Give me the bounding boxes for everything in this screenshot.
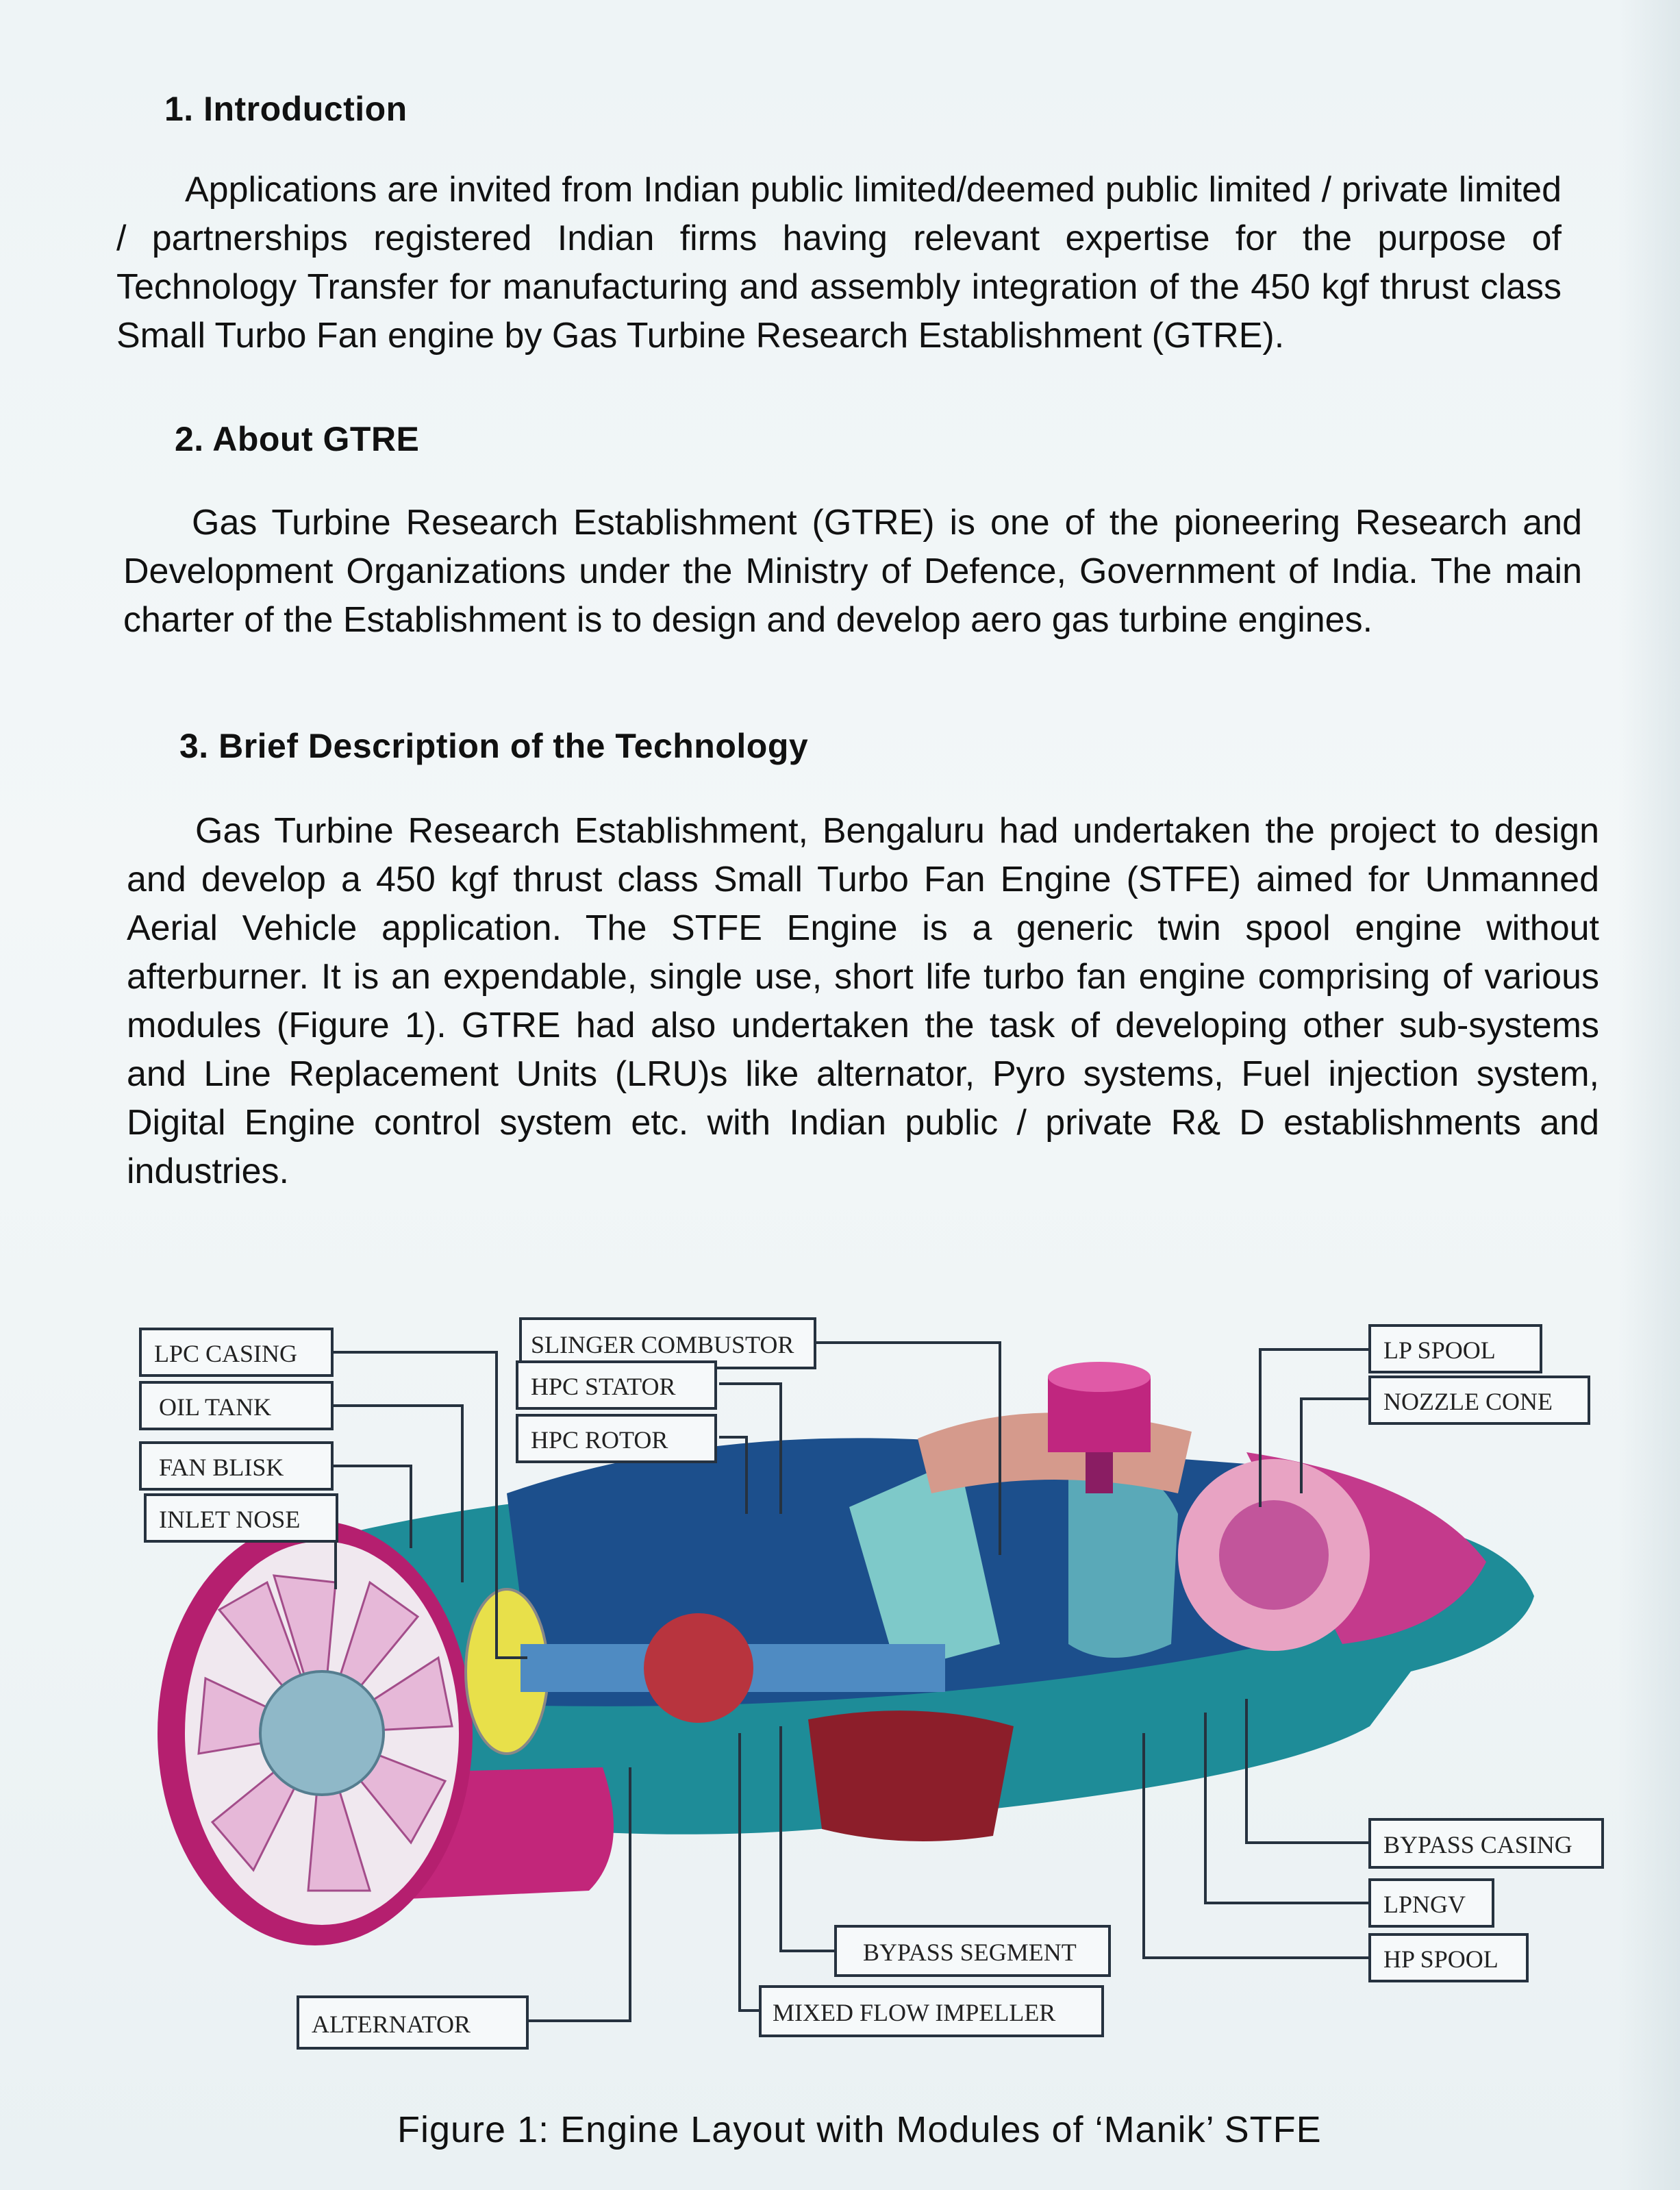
svg-text:MIXED FLOW IMPELLER: MIXED FLOW IMPELLER [773, 1999, 1056, 2026]
engine-layout-figure [110, 1288, 1630, 2076]
label-bypass-segment [836, 1926, 1109, 1976]
section-heading-technology: 3. Brief Description of the Technology [179, 727, 809, 765]
label-mixed-flow-impeller [760, 1987, 1103, 2036]
label-bypass-casing [1370, 1819, 1603, 1867]
svg-text:OIL TANK: OIL TANK [159, 1393, 272, 1421]
label-hpc-stator [517, 1362, 716, 1408]
label-inlet-nose [145, 1495, 337, 1541]
svg-text:NOZZLE CONE: NOZZLE CONE [1383, 1388, 1553, 1415]
section-paragraph-introduction: Applications are invited from Indian public limited/deemed public limited / private limited / partnerships registered Indian firms having relevant expertise for the purpose of Technology Transfer for manufacturing and assembly integration of the 450 kgf thrust class Small Turbo Fan engine by Gas Turbine Research Establishment (GTRE). [116, 170, 1562, 356]
svg-text:HPC ROTOR: HPC ROTOR [531, 1426, 668, 1454]
label-hpc-rotor [517, 1415, 716, 1462]
section-paragraph-technology: Gas Turbine Research Establishment, Bengaluru had undertaken the project to design and develop a 450 kgf thrust class Small Turbo Fan Engine (STFE) aimed for Unmanned Aerial Vehicle application. The STFE Engine is a generic twin spool engine without afterburner. It is an expendable, single use, short life turbo fan engine comprising of various modules (Figure 1). GTRE had also undertaken the task of developing other sub-systems and Line Replacement Units (LRU)s like alternator, Pyro systems, Fuel injection system, Digital Engine control system etc. with Indian public / private R& D establishments and industries. [127, 811, 1599, 1191]
svg-text:FAN BLISK: FAN BLISK [159, 1454, 284, 1481]
svg-text:BYPASS CASING: BYPASS CASING [1383, 1831, 1572, 1858]
svg-text:ALTERNATOR: ALTERNATOR [312, 2011, 471, 2038]
svg-text:HP SPOOL: HP SPOOL [1383, 1945, 1499, 1973]
label-fan-blisk [140, 1443, 332, 1489]
svg-text:BYPASS SEGMENT: BYPASS SEGMENT [863, 1939, 1077, 1966]
label-oil-tank [140, 1382, 332, 1429]
label-lpc-casing [140, 1329, 332, 1376]
svg-text:HPC STATOR: HPC STATOR [531, 1373, 676, 1400]
label-alternator [298, 1997, 527, 2048]
svg-text:SLINGER COMBUSTOR: SLINGER COMBUSTOR [531, 1331, 794, 1358]
svg-text:LP SPOOL: LP SPOOL [1383, 1336, 1496, 1364]
svg-text:LPNGV: LPNGV [1383, 1891, 1466, 1918]
figure-caption: Figure 1: Engine Layout with Modules of ‘Manik’ STFE [397, 2109, 1322, 2150]
svg-text:INLET NOSE: INLET NOSE [159, 1506, 301, 1533]
label-lp-spool [1370, 1326, 1541, 1372]
engine-illustration [158, 1362, 1534, 1945]
section-paragraph-about-gtre: Gas Turbine Research Establishment (GTRE) is one of the pioneering Research and Development Organizations under the Ministry of Defence, Government of India. The main charter of the Establishment is to design and develop aero gas turbine engines. [123, 503, 1582, 640]
label-hp-spool [1370, 1934, 1527, 1981]
label-nozzle-cone [1370, 1377, 1589, 1423]
svg-text:LPC CASING: LPC CASING [154, 1340, 298, 1367]
section-heading-about-gtre: 2. About GTRE [175, 420, 420, 458]
section-heading-introduction: 1. Introduction [164, 90, 408, 128]
label-lpngv [1370, 1880, 1493, 1926]
